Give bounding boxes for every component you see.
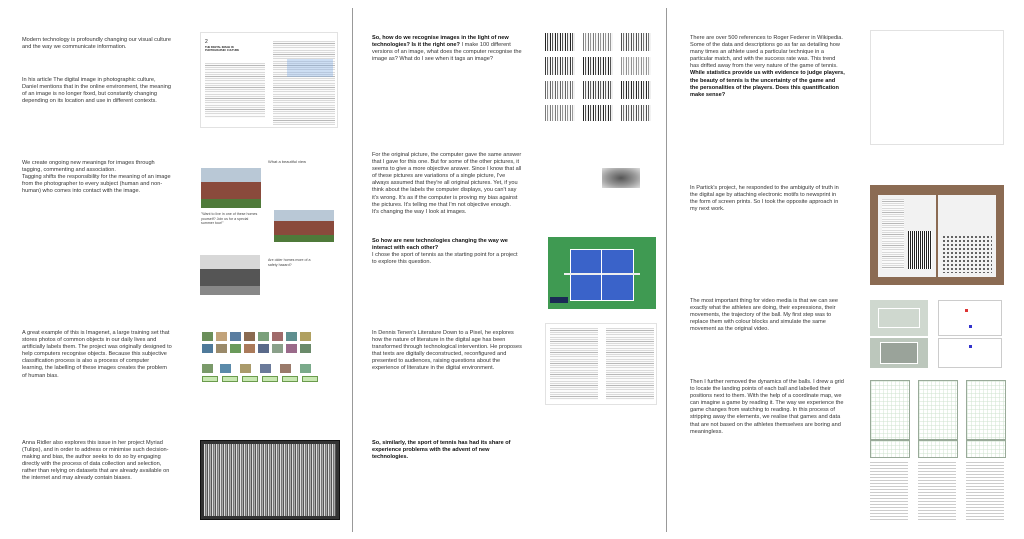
col2-text-3: I chose the sport of tennis as the starting point for a project to explore this question. [372,252,518,266]
col1-paragraph-5: Anna Ridler also explores this issue in her project Myriad (Tulips), and in order to address or minimise such decision-making and bias, the author seeks to do so by engaging directly with the process of data collection and selection, rather than relying on datasets that are already available on the internet and may already contain biases. [22,440,170,482]
col1-paragraph-3: We create ongoing new meanings for images through tagging, commenting and association. Tagging shifts the responsibility for the meaning of an image from the photographer to every subject (human and non-human) who comes into contact with the image. [22,160,171,195]
book-spread-image [545,323,657,405]
house-caption-2: "Want to live in one of these homes yourself? Join us for a special summer tour!" [201,212,258,226]
bw-variant [583,33,613,51]
house-photo-1 [201,168,261,208]
imagenet-thumb [286,344,297,353]
newsprint-dots [942,235,992,273]
tulips-cards [204,444,336,516]
coordinate-grid-2 [918,380,958,440]
myriad-tulips-grid [200,440,340,520]
imagenet-label [202,376,218,382]
bw-variant [583,105,613,121]
article-right-text [273,41,335,125]
col2-paragraph-5 [372,440,522,461]
imagenet-thumb [300,364,311,373]
scoreboard [550,297,568,303]
wikipedia-printout [870,30,1004,145]
col3-paragraph-2: In Partick's project, he responded to the ambiguity of truth in the digital age by attaching electronic motifs to newsprint in the form of screen prints. So I took the opposite approach in my next work. [690,185,839,213]
column-divider-1 [352,8,353,532]
imagenet-thumb [280,364,291,373]
imagenet-thumb [258,344,269,353]
book-left-page [550,328,598,400]
screenprint-photo [870,185,1004,285]
imagenet-label [282,376,298,382]
col1-paragraph-1: Modern technology is profoundly changing our visual culture and the way we communicate information. [22,37,171,51]
coordinate-table-3 [966,462,1004,522]
article-number: 2 [205,39,208,45]
court-lines [880,342,918,364]
court-diagram-3 [870,338,928,368]
article-left-text [205,63,265,118]
imagenet-thumb [202,332,213,341]
imagenet-thumb [272,332,283,341]
court-lines [878,308,920,328]
col3-question: While statistics provide us with evidence to judge players, the beauty of tennis is the uncertainty of the game and the personalities of the players. Does this quantification make sense? [690,70,845,98]
col1-paragraph-2: In his article The digital image in photographic culture, Daniel mentions that in the online environment, the meaning of an image is no longer fixed, but constantly changing depending on its location and use in different contexts. [22,77,171,105]
bw-variant [621,81,651,99]
article-page-image [200,32,338,128]
bw-variant [621,105,651,121]
imagenet-thumb [216,344,227,353]
coordinate-grid-6 [966,440,1006,458]
court-diagram-4 [938,338,1002,368]
coordinate-grid-3 [966,380,1006,440]
bw-variant [621,33,651,51]
bw-variant [621,57,651,75]
imagenet-thumb [286,332,297,341]
imagenet-thumb [272,344,283,353]
coordinate-table-2 [918,462,956,522]
imagenet-thumb [230,332,241,341]
house-caption-3: Are older homes more of a safety hazard? [268,258,311,267]
col3-paragraph-3: The most important thing for video media is that we can see exactly what the athletes are doing, their expressions, their movements, the trajectory of the ball. My first step was to replace them with colour blocks and simulate the same movement as the original video. [690,298,838,333]
col3-paragraph-4: Then I further removed the dynamics of the balls. I drew a grid to locate the landing points of each ball and labelled their positions next to them. With the help of a coordinate map, we can imagine a game by reading it. The way we experience the game changes from watching to reading. In this process of stripping away the elements, we realise that games and data that are not based on the athletes themselves are boring and meaningless. [690,379,844,435]
bw-variant [545,57,575,75]
col2-question-2: So how are new technologies changing the way we interact with each other? [372,238,508,252]
imagenet-thumb [202,364,213,373]
recognition-grid [545,33,657,123]
player-block-blue [969,345,972,348]
imagenet-label [302,376,318,382]
house-photo-2 [274,210,334,242]
article-highlight [287,59,333,77]
tennis-court-image [548,237,656,309]
newsprint-left [878,195,936,277]
imagenet-thumb [202,344,213,353]
imagenet-thumb [216,332,227,341]
court-diagram-1 [870,300,928,336]
col2-paragraph-3 [372,238,522,266]
article-title: THE DIGITAL IMAGE IN PHOTOGRAPHIC CULTURE [205,46,240,53]
coordinate-grid-1 [870,380,910,440]
bw-variant [583,81,613,99]
col2-paragraph-2: For the original picture, the computer gave the same answer that I gave for this one. But for some of the other pictures, it seems to give a more objective answer. Since I know that all of these pictures are variations of a single picture, I've always assumed that they're all original pictures. Yet, if you think about the labels the computer displays, you can't say it's wrong. It's as if the computer is proving my bias against the pictures. It's telling me that I'm not objective enough. It's changing the way I look at images. [372,152,522,215]
book-right-page [606,328,654,400]
imagenet-thumb [220,364,231,373]
bw-variant [545,81,575,99]
col2-statement: So, similarly, the sport of tennis has had its share of experience problems with the advent of new technologies. [372,440,511,461]
court-diagram-2 [938,300,1002,336]
col3-text-1: There are over 500 references to Roger Federer in Wikipedia. Some of the data and descriptions go as far as detailing how many times an athlete used a particular technique in a particular match, and with the success rate was. This trend has drifted away from the very nature of the game of tennis. [690,35,843,70]
imagenet-thumb [244,332,255,341]
newsprint-text [882,199,904,269]
house-photo-3 [200,255,260,295]
player-block-blue [969,325,972,328]
col3-paragraph-1 [690,35,845,99]
court-net [564,273,640,275]
column-divider-2 [666,8,667,532]
imagenet-thumb [300,344,311,353]
imagenet-thumb [258,332,269,341]
newsprint-headline-block [944,201,974,221]
col2-paragraph-1 [372,35,522,63]
imagenet-thumb [260,364,271,373]
bw-variant [545,33,575,51]
bw-variant [583,57,613,75]
imagenet-thumb [240,364,251,373]
house-caption-1: What a beautiful view [268,159,307,164]
newsprint-motif [908,231,932,269]
coordinate-grid-4 [870,440,910,458]
coordinate-table-1 [870,462,908,522]
imagenet-label [222,376,238,382]
imagenet-label [262,376,278,382]
col2-paragraph-4: In Dennis Tenen's Literature Down to a Pixel, he explores how the nature of literature in the digital age has been transformed through technological intervention. He proposes that texts are digitally deconstructed, reconfigured and presented to audiences, raising questions about the experience of literature in the digital environment. [372,330,522,372]
coordinate-grid-5 [918,440,958,458]
bw-variant [545,105,575,121]
col2-question-1: So, how do we recognise images in the light of new technologies? Is it the right one? [372,35,509,49]
col2-text-1: I make 100 different versions of an image, what does the computer recognise the image as? What do I see when it tags an image? [372,42,522,63]
imagenet-label [242,376,258,382]
imagenet-grid [200,330,340,385]
blurred-image [602,168,640,188]
court-center-line [601,249,602,301]
imagenet-thumb [300,332,311,341]
col1-paragraph-4: A great example of this is Imagenet, a large training set that stores photos of common objects in our daily lives and artificially labels them. The project was originally designed to help computers recognise objects. Because this subjective classification process is also a process of computer learning, the labelling of these images creates the problem of human bias. [22,330,172,379]
player-block-red [965,309,968,312]
imagenet-thumb [230,344,241,353]
newsprint-right [938,195,996,277]
court-surface [570,249,634,301]
imagenet-thumb [244,344,255,353]
